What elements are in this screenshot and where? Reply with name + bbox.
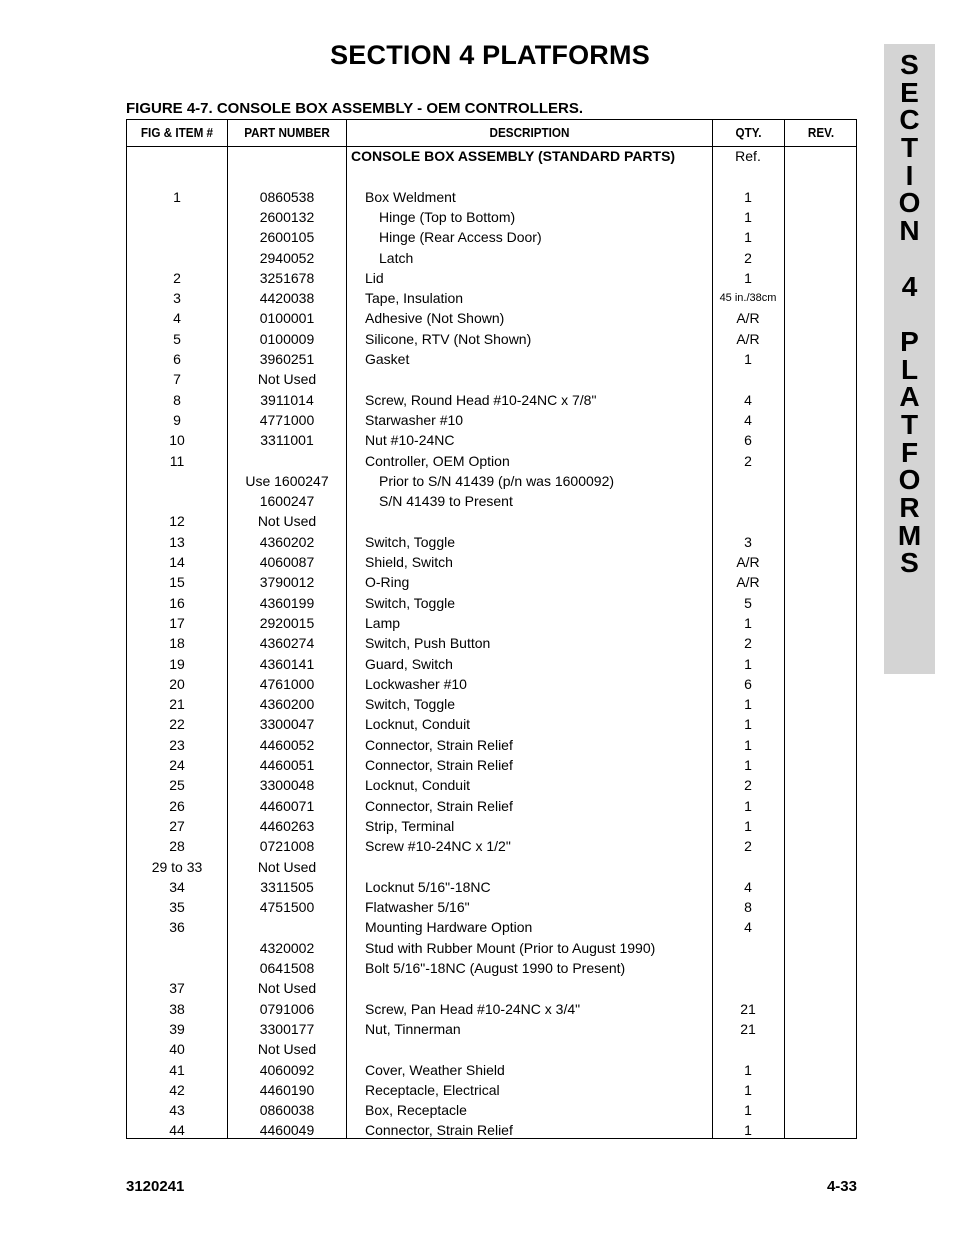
fig-item-cell: 39 [169, 1020, 185, 1037]
fig-item-cell: 42 [169, 1081, 185, 1098]
side-tab-letter: O [898, 187, 921, 219]
part-number-cell: 4360141 [259, 655, 315, 672]
part-number-cell: 0721008 [259, 838, 315, 855]
table-row [127, 654, 858, 674]
part-number-cell: 0641508 [259, 960, 315, 976]
table-row [127, 1120, 858, 1140]
description-cell: Switch, Toggle [365, 533, 456, 550]
description-cell: Strip, Terminal [365, 817, 455, 834]
fig-item-cell: 10 [169, 432, 185, 449]
fig-item-cell: 24 [169, 757, 185, 773]
qty-cell: 4 [744, 878, 752, 895]
table-row [127, 552, 858, 572]
figure-title: FIGURE 4-7. CONSOLE BOX ASSEMBLY - OEM CONTROLLERS. [126, 100, 583, 117]
description-cell: Shield, Switch [365, 554, 453, 570]
qty-cell: 1 [744, 1061, 752, 1078]
table-row [127, 248, 858, 268]
table-row [127, 694, 858, 714]
qty-cell: 6 [744, 432, 752, 449]
qty-cell: 6 [744, 675, 752, 692]
part-number-cell: 4460049 [259, 1122, 315, 1139]
table-row [127, 633, 858, 653]
header-fig-item: FIG & ITEM # [140, 125, 214, 140]
side-tab-letter: I [905, 159, 914, 191]
table-row [127, 349, 858, 369]
part-number-cell: Not Used [257, 980, 317, 997]
part-number-cell: 3311505 [260, 878, 314, 895]
fig-item-cell: 44 [169, 1122, 185, 1139]
table-row [127, 369, 858, 389]
part-number-cell: 1600247 [259, 493, 315, 510]
description-cell: Locknut, Conduit [365, 777, 471, 794]
document-number: 3120241 [126, 1178, 185, 1195]
part-number-cell: 3911014 [260, 391, 314, 408]
qty-cell: 1 [744, 614, 752, 631]
side-tab-letters [884, 51, 935, 577]
description-cell: Lid [365, 269, 384, 286]
description-cell: Locknut, Conduit [365, 716, 471, 733]
side-tab-letter: R [899, 492, 920, 523]
side-tab-letter: C [899, 104, 920, 136]
part-number-cell: 3300047 [259, 716, 315, 733]
description-cell: Nut, Tinnerman [365, 1020, 461, 1037]
table-row [127, 958, 858, 978]
page-number: 4-33 [826, 1178, 857, 1195]
qty-cell: 1 [744, 757, 752, 773]
description-cell: Guard, Switch [365, 655, 453, 672]
part-number-cell: 0860538 [259, 188, 315, 205]
table-row [127, 613, 858, 633]
table-row [127, 593, 858, 613]
description-cell: Mounting Hardware Option [365, 919, 533, 936]
table-row [127, 978, 858, 998]
side-tab-letter: T [900, 408, 919, 440]
qty-cell: 3 [744, 533, 752, 550]
side-tab-letter: S [900, 49, 919, 80]
fig-item-cell: 21 [169, 696, 185, 713]
qty-cell: 21 [740, 1020, 756, 1037]
table-row [127, 471, 858, 491]
table-row [127, 166, 858, 186]
table-row [127, 451, 858, 471]
fig-item-cell: 4 [173, 310, 181, 327]
table-row [127, 857, 858, 877]
fig-item-cell: 18 [169, 635, 185, 652]
part-number-cell: 4360199 [259, 594, 315, 611]
part-number-cell: 3300048 [259, 777, 315, 794]
table-row [127, 491, 858, 511]
qty-cell: 5 [744, 594, 752, 611]
table-row [127, 390, 858, 410]
qty-cell: 4 [744, 919, 752, 936]
description-cell: Stud with Rubber Mount (Prior to August 1990) [365, 939, 656, 956]
table-row [127, 268, 858, 288]
description-cell: Connector, Strain Relief [365, 797, 513, 814]
qty-cell: 8 [744, 899, 752, 916]
qty-cell: 1 [744, 188, 752, 205]
part-number-cell: 2600132 [259, 208, 315, 225]
qty-cell: 1 [744, 1122, 752, 1139]
fig-item-cell: 36 [169, 919, 185, 936]
page-title: SECTION 4 PLATFORMS [330, 40, 650, 70]
qty-cell: 4 [744, 411, 752, 428]
part-number-cell: 3960251 [259, 351, 315, 367]
qty-cell: 1 [744, 1081, 752, 1098]
side-tab-letter: S [900, 547, 919, 579]
table-row [127, 1100, 858, 1120]
fig-item-cell: 11 [169, 452, 185, 469]
description-cell: Screw, Round Head #10-24NC x 7/8" [365, 391, 597, 408]
description-cell: Box Weldment [365, 188, 456, 205]
description-cell: S/N 41439 to Present [379, 493, 513, 510]
part-number-cell: 0100009 [259, 330, 315, 347]
description-cell: Lamp [365, 614, 401, 631]
header-qty: QTY. [735, 125, 762, 140]
qty-cell: 2 [744, 249, 752, 266]
fig-item-cell: 38 [169, 1000, 185, 1017]
table-row [127, 735, 858, 755]
part-number-cell: 0791006 [259, 1000, 315, 1017]
description-cell: Adhesive (Not Shown) [365, 310, 505, 327]
part-number-cell: 4360200 [259, 696, 315, 713]
table-row [127, 308, 858, 328]
fig-item-cell: 43 [169, 1102, 185, 1119]
side-tab-letter: 4 [901, 270, 918, 302]
part-number-cell: 3251678 [259, 269, 315, 286]
description-cell: Nut #10-24NC [365, 432, 455, 449]
qty-cell: 4 [744, 391, 752, 408]
description-cell: Switch, Push Button [365, 635, 491, 652]
fig-item-cell: 28 [169, 838, 185, 855]
table-row [127, 877, 858, 897]
side-tab-letter: A [899, 381, 920, 413]
fig-item-cell: 35 [169, 899, 185, 916]
side-tab-letter: P [900, 325, 919, 357]
description-cell: Gasket [365, 351, 410, 367]
qty-cell: 1 [744, 1102, 752, 1119]
description-cell: Prior to S/N 41439 (p/n was 1600092) [379, 472, 615, 489]
description-cell: Receptacle, Electrical [365, 1081, 500, 1098]
fig-item-cell: 6 [173, 351, 181, 367]
fig-item-cell: 3 [173, 290, 181, 307]
fig-item-cell: 13 [169, 533, 185, 550]
qty-cell: A/R [736, 310, 760, 327]
table-row [127, 917, 858, 937]
table-row [127, 1060, 858, 1080]
qty-cell: A/R [736, 574, 760, 591]
description-cell: Screw #10-24NC x 1/2" [365, 838, 511, 855]
fig-item-cell: 19 [169, 655, 185, 672]
part-number-cell: Not Used [257, 858, 317, 875]
fig-item-cell: 1 [173, 188, 181, 205]
fig-item-cell: 27 [169, 817, 185, 834]
part-number-cell: 4460190 [259, 1081, 315, 1098]
fig-item-cell: 9 [173, 411, 181, 428]
qty-cell: 1 [744, 797, 752, 814]
part-number-cell: 4060092 [259, 1061, 315, 1078]
table-row [127, 532, 858, 552]
description-cell: Connector, Strain Relief [365, 1122, 513, 1139]
side-tab-letter: L [900, 353, 919, 385]
part-number-cell: 4360202 [259, 533, 315, 550]
part-number-cell: 0100001 [259, 310, 315, 327]
part-number-cell: 4060087 [259, 554, 315, 570]
part-number-cell: Not Used [257, 513, 317, 530]
fig-item-cell: 37 [169, 980, 185, 997]
fig-item-cell: 12 [169, 513, 185, 530]
side-tab-letter: E [900, 76, 919, 108]
table-row [127, 1080, 858, 1100]
part-number-cell: 2600105 [259, 229, 315, 246]
part-number-cell: 4761000 [259, 675, 315, 692]
part-number-cell: Not Used [257, 1041, 317, 1058]
fig-item-cell: 8 [173, 391, 181, 408]
table-row [127, 816, 858, 836]
description-cell: Flatwasher 5/16" [365, 899, 470, 916]
part-number-cell: 4420038 [259, 290, 315, 307]
table-row [127, 674, 858, 694]
description-cell: Connector, Strain Relief [365, 736, 513, 753]
fig-item-cell: 15 [169, 574, 185, 591]
side-tab-letter: O [898, 464, 921, 496]
fig-item-cell: 29 to 33 [151, 858, 203, 875]
description-cell: Screw, Pan Head #10-24NC x 3/4" [365, 1000, 581, 1017]
description-cell: Hinge (Top to Bottom) [379, 208, 516, 225]
side-tab-letter: N [899, 215, 920, 247]
fig-item-cell: 5 [173, 330, 181, 347]
fig-item-cell: 7 [173, 371, 181, 388]
qty-cell: 1 [744, 351, 752, 367]
header-part-number: PART NUMBER [244, 125, 330, 140]
qty-cell: 1 [744, 269, 752, 286]
qty-cell: A/R [736, 554, 760, 570]
part-number-cell: 4460051 [259, 757, 315, 773]
table-row [127, 836, 858, 856]
description-cell: Tape, Insulation [365, 290, 464, 307]
fig-item-cell: 40 [169, 1041, 185, 1058]
qty-cell: 1 [744, 208, 752, 225]
table-row [127, 897, 858, 917]
table-row [127, 1039, 858, 1059]
description-cell: Controller, OEM Option [365, 452, 510, 469]
table-row [127, 207, 858, 227]
table-row [127, 999, 858, 1019]
qty-cell: 1 [744, 229, 752, 246]
qty-cell: 2 [744, 452, 752, 469]
part-number-cell: Not Used [257, 371, 317, 388]
qty-cell: 1 [744, 817, 752, 834]
part-number-cell: 3311001 [260, 432, 314, 449]
table-row [127, 227, 858, 247]
part-number-cell: 2920015 [259, 614, 315, 631]
part-number-cell: 4460071 [259, 797, 315, 814]
table-row [127, 775, 858, 795]
fig-item-cell: 14 [169, 554, 185, 570]
part-number-cell: 2940052 [259, 249, 315, 266]
qty-cell: 1 [744, 655, 752, 672]
table-row [127, 755, 858, 775]
fig-item-cell: 17 [169, 614, 185, 631]
fig-item-cell: 20 [169, 675, 185, 692]
table-row [127, 288, 858, 308]
description-cell: Connector, Strain Relief [365, 757, 513, 773]
part-number-cell: 0860038 [259, 1102, 315, 1119]
description-cell: Box, Receptacle [365, 1102, 467, 1119]
part-number-cell: 3790012 [259, 574, 315, 591]
side-tab-letter: T [900, 132, 919, 164]
section-side-tab [884, 44, 935, 674]
table-row [127, 430, 858, 450]
side-tab-letter: M [897, 519, 922, 551]
qty-cell: 45 in./38cm [719, 292, 777, 305]
header-rev: REV. [807, 125, 835, 140]
qty-cell: 2 [744, 777, 752, 794]
description-cell: Hinge (Rear Access Door) [379, 229, 542, 246]
description-cell: Starwasher #10 [365, 411, 464, 428]
table-row [127, 938, 858, 958]
qty-cell: 1 [744, 696, 752, 713]
fig-item-cell: 25 [169, 777, 185, 794]
table-row [127, 796, 858, 816]
part-number-cell: Use 1600247 [245, 472, 329, 489]
fig-item-cell: 22 [169, 716, 185, 733]
description-cell: CONSOLE BOX ASSEMBLY (STANDARD PARTS) [351, 148, 676, 164]
description-cell: O-Ring [365, 574, 410, 591]
fig-item-cell: 2 [173, 269, 181, 286]
qty-cell: Ref. [735, 148, 761, 164]
side-tab-letter: F [900, 436, 919, 468]
description-cell: Switch, Toggle [365, 594, 456, 611]
qty-cell: 2 [744, 838, 752, 855]
part-number-cell: 4320002 [259, 939, 315, 956]
fig-item-cell: 41 [169, 1061, 185, 1078]
table-row [127, 146, 858, 166]
description-cell: Latch [379, 249, 414, 266]
description-cell: Locknut 5/16"-18NC [365, 878, 491, 895]
header-description: DESCRIPTION [489, 125, 570, 140]
description-cell: Silicone, RTV (Not Shown) [365, 330, 532, 347]
qty-cell: 2 [744, 635, 752, 652]
fig-item-cell: 23 [169, 736, 185, 753]
parts-table [126, 119, 857, 1139]
table-row [127, 1019, 858, 1039]
fig-item-cell: 26 [169, 797, 185, 814]
fig-item-cell: 16 [169, 594, 185, 611]
description-cell: Bolt 5/16"-18NC (August 1990 to Present) [365, 960, 626, 976]
table-row [127, 187, 858, 207]
table-row [127, 572, 858, 592]
part-number-cell: 4460263 [259, 817, 315, 834]
description-cell: Cover, Weather Shield [365, 1061, 505, 1078]
table-row [127, 329, 858, 349]
qty-cell: 1 [744, 716, 752, 733]
part-number-cell: 3300177 [259, 1020, 315, 1037]
table-row [127, 410, 858, 430]
qty-cell: 1 [744, 736, 752, 753]
part-number-cell: 4751500 [259, 899, 315, 916]
qty-cell: 21 [740, 1000, 756, 1017]
table-row [127, 714, 858, 734]
table-row [127, 511, 858, 531]
fig-item-cell: 34 [169, 878, 185, 895]
part-number-cell: 4460052 [259, 736, 315, 753]
part-number-cell: 4771000 [259, 411, 315, 428]
description-cell: Lockwasher #10 [365, 675, 467, 692]
description-cell: Switch, Toggle [365, 696, 456, 713]
part-number-cell: 4360274 [259, 635, 315, 652]
qty-cell: A/R [736, 330, 760, 347]
